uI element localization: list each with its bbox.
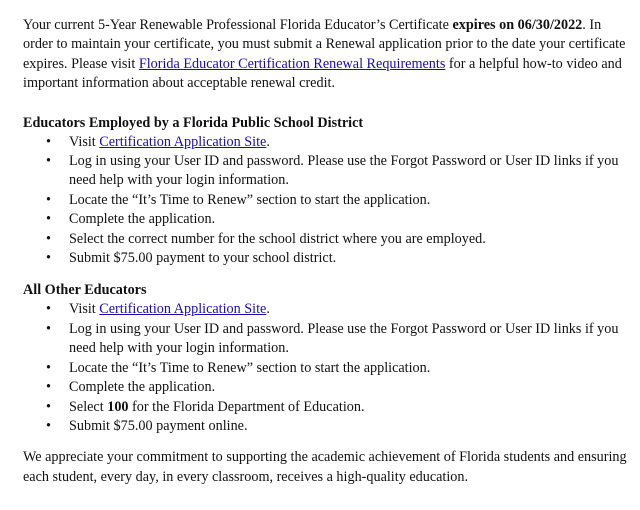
list-item <box>23 230 633 249</box>
list-item-text: Locate the “It’s Time to Renew” section to start the application. <box>69 191 431 208</box>
bullet-icon: • <box>46 379 51 396</box>
certification-site-link[interactable]: Certification Application Site <box>99 133 267 150</box>
intro-text-a: Your current 5-Year Renewable Professional Florida Educator’s Certificate <box>23 17 453 33</box>
intro-text-b: . In order to maintain your certificate, you must submit a Renewal application prior to the date your certificate expires. Please visit <box>23 17 626 72</box>
bullet-icon: • <box>46 398 51 415</box>
section-heading-district: Educators Employed by a Florida Public School District <box>23 114 364 131</box>
bullet-icon: • <box>46 153 51 170</box>
list-item-text: Log in using your User ID and password. Please use the Forgot Password or User ID links if you need help with your login information. <box>69 320 619 357</box>
select-suffix: for the Florida Department of Education. <box>128 398 365 415</box>
list-item-text: Complete the application. <box>69 379 216 396</box>
list-item-text: Submit $75.00 payment online. <box>69 417 248 434</box>
list-item <box>23 378 633 397</box>
bullet-icon: • <box>46 359 51 376</box>
list-item <box>23 300 633 319</box>
list-item-text: Submit $75.00 payment to your school district. <box>69 250 337 267</box>
list-item <box>23 359 633 378</box>
doe-number: 100 <box>107 398 129 415</box>
renewal-requirements-link[interactable]: Florida Educator Certification Renewal Requirements <box>138 55 446 72</box>
list-item <box>23 152 633 191</box>
list-item <box>23 320 633 359</box>
list-item <box>23 249 633 268</box>
select-prefix: Select <box>69 398 108 415</box>
visit-suffix: . <box>266 133 270 150</box>
list-item-text: Complete the application. <box>69 211 216 228</box>
visit-suffix: . <box>266 301 270 318</box>
closing-paragraph: We appreciate your commitment to supporting the academic achievement of Florida students and ensuring each student, every day, in every classroom, receives a high-quality education. <box>23 449 627 485</box>
list-item <box>23 191 633 210</box>
list-item <box>23 398 633 417</box>
list-item-text: Locate the “It’s Time to Renew” section to start the application. <box>69 359 431 376</box>
certification-site-link[interactable]: Certification Application Site <box>99 301 267 318</box>
intro-text-c: for a helpful how-to video and important information about acceptable renewal credit. <box>23 55 622 92</box>
bullet-icon: • <box>46 133 51 150</box>
bullet-icon: • <box>46 211 51 228</box>
bullet-icon: • <box>46 230 51 247</box>
list-item <box>23 210 633 229</box>
bullet-icon: • <box>46 250 51 267</box>
expiration-date: expires on 06/30/2022 <box>452 17 583 33</box>
bullet-icon: • <box>46 320 51 337</box>
list-item <box>23 417 633 436</box>
visit-prefix: Visit <box>69 133 100 150</box>
visit-prefix: Visit <box>69 301 100 318</box>
intro-paragraph <box>23 16 633 94</box>
list-item-text: Log in using your User ID and password. Please use the Forgot Password or User ID links if you need help with your login information. <box>69 153 619 189</box>
list-item-text: Select the correct number for the school district where you are employed. <box>69 230 486 247</box>
other-steps-list <box>23 300 633 436</box>
bullet-icon: • <box>46 301 51 318</box>
list-item <box>23 133 633 152</box>
bullet-icon: • <box>46 417 51 434</box>
bullet-icon: • <box>46 191 51 208</box>
section-heading-other: All Other Educators <box>23 282 147 299</box>
document <box>23 16 633 487</box>
district-steps-list <box>23 133 633 269</box>
